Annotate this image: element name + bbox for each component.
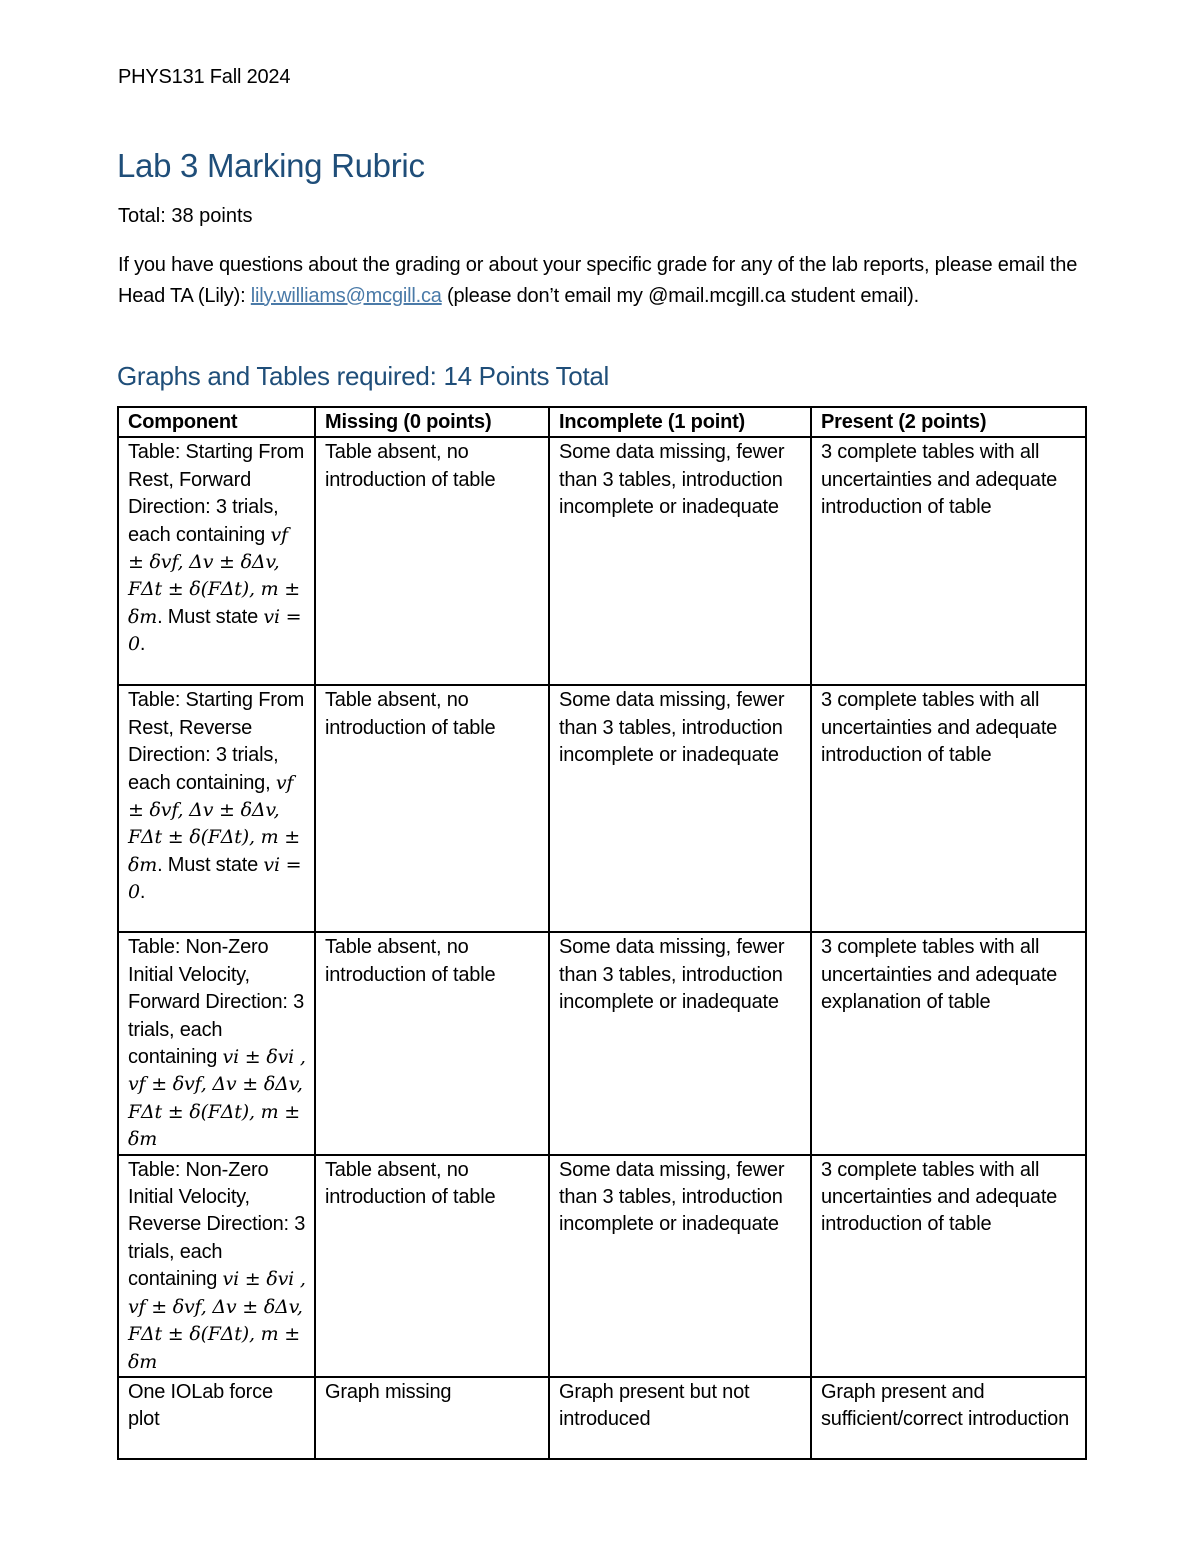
column-header-component: Component xyxy=(118,407,315,437)
present-cell: 3 complete tables with all uncertainties and adequate introduction of table xyxy=(811,1155,1086,1377)
missing-cell: Table absent, no introduction of table xyxy=(315,685,549,932)
column-header-missing: Missing (0 points) xyxy=(315,407,549,437)
component-math: vf ± δvf, Δv ± δΔv, FΔt ± δ(FΔt), m ± δm xyxy=(128,523,300,628)
component-cell xyxy=(118,437,315,685)
rubric-table xyxy=(117,406,1087,1460)
table-header-row xyxy=(118,407,1086,437)
component-end: . xyxy=(139,633,146,656)
incomplete-cell: Some data missing, fewer than 3 tables, introduction incomplete or inadequate xyxy=(549,1155,811,1377)
incomplete-cell: Some data missing, fewer than 3 tables, introduction incomplete or inadequate xyxy=(549,932,811,1154)
table-row xyxy=(118,1155,1086,1377)
page-header: PHYS131 Fall 2024 xyxy=(118,66,291,88)
component-math: vi ± δvi , vf ± δvf, Δv ± δΔv, FΔt ± δ(FΔt), m ± δm xyxy=(128,1268,306,1373)
head-ta-email-link[interactable]: lily.williams@mcgill.ca xyxy=(250,284,442,307)
column-header-incomplete: Incomplete (1 point) xyxy=(549,407,811,437)
table-row xyxy=(118,1377,1086,1459)
missing-cell: Table absent, no introduction of table xyxy=(315,932,549,1154)
component-math2: vi = 0 xyxy=(128,853,302,904)
page-title: Lab 3 Marking Rubric xyxy=(117,147,425,184)
component-text: Table: Starting From Rest, Forward Direction: 3 trials, each containing xyxy=(128,441,305,546)
incomplete-cell: Some data missing, fewer than 3 tables, introduction incomplete or inadequate xyxy=(549,437,811,685)
missing-cell: Table absent, no introduction of table xyxy=(315,1155,549,1377)
component-suffix: . Must state xyxy=(157,853,259,876)
section-heading: Graphs and Tables required: 14 Points Total xyxy=(117,361,610,391)
component-cell: One IOLab force plot xyxy=(118,1377,315,1459)
intro-text-after: (please don’t email my @mail.mcgill.ca student email). xyxy=(441,284,919,307)
component-cell xyxy=(118,932,315,1154)
present-cell: Graph present and sufficient/correct introduction xyxy=(811,1377,1086,1459)
column-header-present: Present (2 points) xyxy=(811,407,1086,437)
component-cell xyxy=(118,685,315,932)
incomplete-cell: Some data missing, fewer than 3 tables, introduction incomplete or inadequate xyxy=(549,685,811,932)
present-cell: 3 complete tables with all uncertainties and adequate introduction of table xyxy=(811,437,1086,685)
intro-text-before: If you have questions about the grading or about your specific grade for any of the lab reports, please email the Head TA (Lily): xyxy=(118,254,1078,307)
component-math: vi ± δvi , vf ± δvf, Δv ± δΔv, FΔt ± δ(FΔt), m ± δm xyxy=(128,1046,306,1151)
table-row xyxy=(118,437,1086,685)
intro-paragraph xyxy=(118,250,1088,311)
component-text: Table: Non-Zero Initial Velocity, Forward Direction: 3 trials, each containing xyxy=(128,936,305,1069)
present-cell: 3 complete tables with all uncertainties and adequate introduction of table xyxy=(811,685,1086,932)
table-row xyxy=(118,685,1086,932)
component-text: Table: Starting From Rest, Reverse Direction: 3 trials, each containing, xyxy=(128,689,305,794)
component-end: . xyxy=(139,881,146,904)
component-text: Table: Non-Zero Initial Velocity, Reverse Direction: 3 trials, each containing xyxy=(128,1158,306,1291)
component-cell xyxy=(118,1155,315,1377)
present-cell: 3 complete tables with all uncertainties and adequate explanation of table xyxy=(811,932,1086,1154)
component-math: vf ± δvf, Δv ± δΔv, FΔt ± δ(FΔt), m ± δm xyxy=(128,771,300,876)
total-points: Total: 38 points xyxy=(118,205,253,227)
incomplete-cell: Graph present but not introduced xyxy=(549,1377,811,1459)
missing-cell: Table absent, no introduction of table xyxy=(315,437,549,685)
table-row xyxy=(118,932,1086,1154)
missing-cell: Graph missing xyxy=(315,1377,549,1459)
component-math2: vi = 0 xyxy=(128,605,302,656)
component-suffix: . Must state xyxy=(157,605,259,628)
